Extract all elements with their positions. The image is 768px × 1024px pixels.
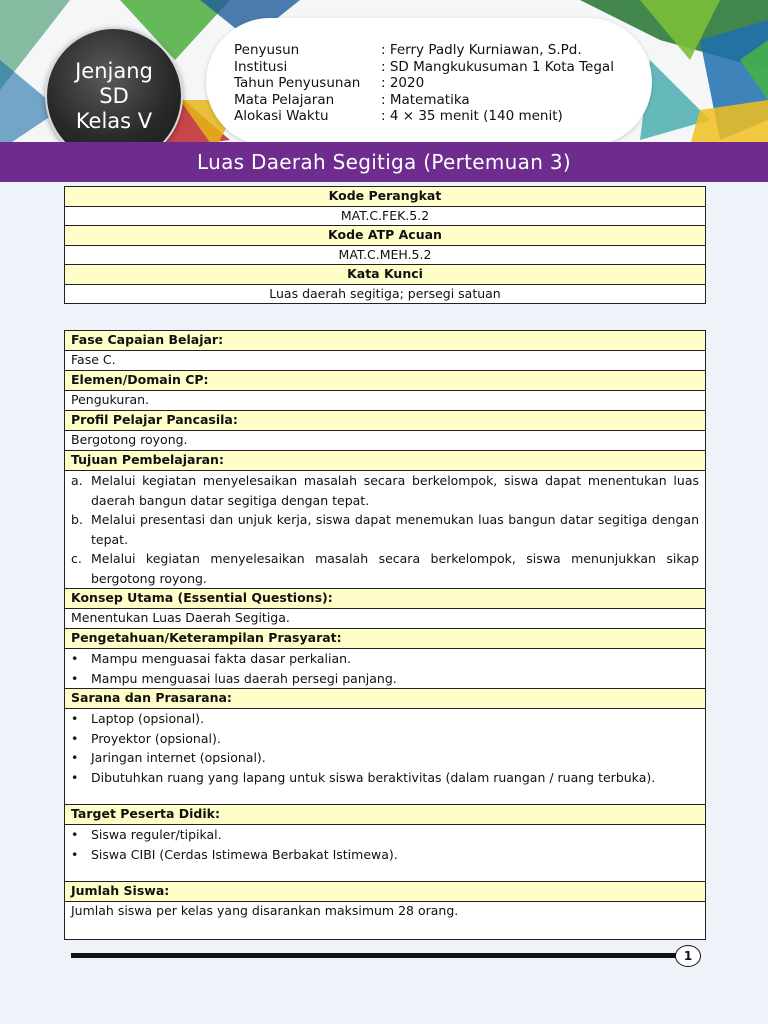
prasyarat-list xyxy=(71,649,699,688)
list-item xyxy=(71,709,699,729)
list-marker: c. xyxy=(71,551,82,566)
badge-line-2: SD xyxy=(99,83,129,108)
prasyarat-label: Pengetahuan/Keterampilan Prasyarat: xyxy=(65,629,706,649)
kode-perangkat-value: MAT.C.FEK.5.2 xyxy=(65,206,706,226)
details-table xyxy=(64,330,706,940)
list-text: Melalui kegiatan menyelesaikan masalah secara berkelompok, siswa dapat menentukan luas daerah bangun datar segitiga dengan tepat. xyxy=(91,473,699,508)
info-row-penyusun xyxy=(234,42,614,59)
list-text: Proyektor (opsional). xyxy=(91,730,221,746)
codes-table xyxy=(64,186,706,304)
bullet: • xyxy=(71,651,79,666)
list-text: Jaringan internet (opsional). xyxy=(91,750,266,765)
list-item xyxy=(71,729,699,749)
prasyarat-cell xyxy=(65,649,706,689)
sarana-list xyxy=(71,709,699,787)
elemen-label: Elemen/Domain CP: xyxy=(65,371,706,391)
bullet: • xyxy=(71,827,79,842)
target-cell xyxy=(65,825,706,882)
info-row-tahun xyxy=(234,75,614,92)
document-header xyxy=(0,0,768,182)
list-text: Melalui presentasi dan unjuk kerja, siswa dapat menemukan luas bangun datar segitiga dengan tepat. xyxy=(91,512,699,547)
tujuan-list xyxy=(71,471,699,588)
sarana-label: Sarana dan Prasarana: xyxy=(65,689,706,709)
elemen-value: Pengukuran. xyxy=(65,391,706,411)
page-number: 1 xyxy=(675,945,701,967)
list-text: Mampu menguasai fakta dasar perkalian. xyxy=(91,651,352,666)
list-item xyxy=(71,649,699,669)
list-item xyxy=(71,669,699,689)
info-label: Mata Pelajaran xyxy=(234,91,335,108)
bullet: • xyxy=(71,670,79,686)
list-text: Melalui kegiatan menyelesaikan masalah secara berkelompok, siswa menunjukkan sikap bergotong royong. xyxy=(91,551,699,586)
profil-value: Bergotong royong. xyxy=(65,431,706,451)
kata-kunci-label: Kata Kunci xyxy=(65,265,706,285)
list-marker: b. xyxy=(71,512,83,527)
info-list xyxy=(234,42,614,125)
jumlah-label: Jumlah Siswa: xyxy=(65,882,706,902)
info-label: Alokasi Waktu xyxy=(234,108,329,124)
bullet: • xyxy=(71,730,79,746)
list-marker: a. xyxy=(71,473,83,488)
fase-label: Fase Capaian Belajar: xyxy=(65,331,706,351)
badge-line-1: Jenjang xyxy=(75,58,153,83)
info-row-mapel xyxy=(234,92,614,109)
jumlah-value: Jumlah siswa per kelas yang disarankan maksimum 28 orang. xyxy=(65,902,706,940)
konsep-value: Menentukan Luas Daerah Segitiga. xyxy=(65,609,706,629)
tujuan-label: Tujuan Pembelajaran: xyxy=(65,451,706,471)
page-title: Luas Daerah Segitiga (Pertemuan 3) xyxy=(0,142,768,182)
bullet: • xyxy=(71,750,79,765)
list-text: Dibutuhkan ruang yang lapang untuk siswa beraktivitas (dalam ruangan / ruang terbuka). xyxy=(91,769,656,785)
info-value: : 4 × 35 menit (140 menit) xyxy=(381,108,563,124)
list-item xyxy=(71,845,699,865)
target-list xyxy=(71,825,699,864)
list-item xyxy=(71,825,699,845)
bullet: • xyxy=(71,769,79,785)
info-label: Tahun Penyusunan xyxy=(234,75,361,91)
list-item xyxy=(71,748,699,768)
list-item xyxy=(71,768,699,788)
list-item xyxy=(71,471,699,510)
target-label: Target Peserta Didik: xyxy=(65,805,706,825)
badge-line-3: Kelas V xyxy=(75,108,153,133)
profil-label: Profil Pelajar Pancasila: xyxy=(65,411,706,431)
list-text: Siswa reguler/tipikal. xyxy=(91,827,222,842)
info-value: : Matematika xyxy=(381,91,470,108)
list-text: Laptop (opsional). xyxy=(91,711,205,726)
info-value: : SD Mangkukusuman 1 Kota Tegal xyxy=(381,58,614,75)
kode-atp-value: MAT.C.MEH.5.2 xyxy=(65,245,706,265)
list-text: Siswa CIBI (Cerdas Istimewa Berbakat Istimewa). xyxy=(91,846,398,862)
fase-value: Fase C. xyxy=(65,351,706,371)
tujuan-cell xyxy=(65,471,706,589)
list-text: Mampu menguasai luas daerah persegi panjang. xyxy=(91,670,397,686)
sarana-cell xyxy=(65,709,706,805)
info-label: Institusi xyxy=(234,58,288,75)
konsep-label: Konsep Utama (Essential Questions): xyxy=(65,589,706,609)
list-item xyxy=(71,510,699,549)
info-row-alokasi xyxy=(234,108,614,125)
footer-rule xyxy=(71,953,676,958)
info-value: : 2020 xyxy=(381,75,425,91)
info-value: : Ferry Padly Kurniawan, S.Pd. xyxy=(381,42,582,58)
kode-perangkat-label: Kode Perangkat xyxy=(65,187,706,207)
info-label: Penyusun xyxy=(234,42,300,58)
kata-kunci-value: Luas daerah segitiga; persegi satuan xyxy=(65,284,706,304)
bullet: • xyxy=(71,846,79,862)
kode-atp-label: Kode ATP Acuan xyxy=(65,226,706,246)
info-row-institusi xyxy=(234,59,614,76)
bullet: • xyxy=(71,711,79,726)
list-item xyxy=(71,549,699,588)
